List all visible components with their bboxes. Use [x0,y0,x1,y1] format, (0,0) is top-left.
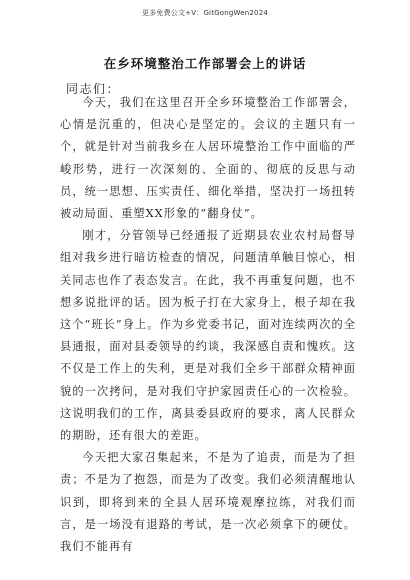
paragraph-1: 今天，我们在这里召开全乡环境整治工作部署会，心情是沉重的，但决心是坚定的。会议的主题只有一个，就是针对当前我乡在人居环境整治工作中面临的严峻形势，进行一次深刻的、全面的、彻底的反思与动员，统一思想、压实责任、细化举措，坚决打一场扭转被动局面、重塑XX形象的“翻身仗”。 [60,96,356,221]
paragraph-2: 刚才，分管领导已经通报了近期县农业农村局督导组对我乡进行暗访检查的情况，问题清单触目惊心，相关同志也作了表态发言。在此，我不再重复问题，也不想多说批评的话。因为板子打在大家身上，根子却在我这个“班长”身上。作为乡党委书记，面对连续两次的全县通报，面对县委领导的约谈，我深感自责和愧疚。这不仅是工作上的失利，更是对我们全乡干部群众精神面貌的一次拷问，是对我们守护家园责任心的一次检验。这说明我们的工作，离县委县政府的要求，离人民群众的期盼，还有很大的差距。 [60,229,356,443]
header-note: 更多免费公文+V：GitGongWen2024 [141,9,269,17]
document-body [60,92,356,558]
paragraph-3: 今天把大家召集起来，不是为了追责，而是为了担责；不是为了抱怨，而是为了改变。我们必须清醒地认识到，即将到来的全县人居环境观摩拉练，对我们而言，是一场没有退路的考试，是一次必须拿下的硬仗。我们不能再有 [60,451,356,554]
document-title: 在乡环境整治工作部署会上的讲话 [103,56,307,71]
salutation: 同志们： [66,82,121,96]
